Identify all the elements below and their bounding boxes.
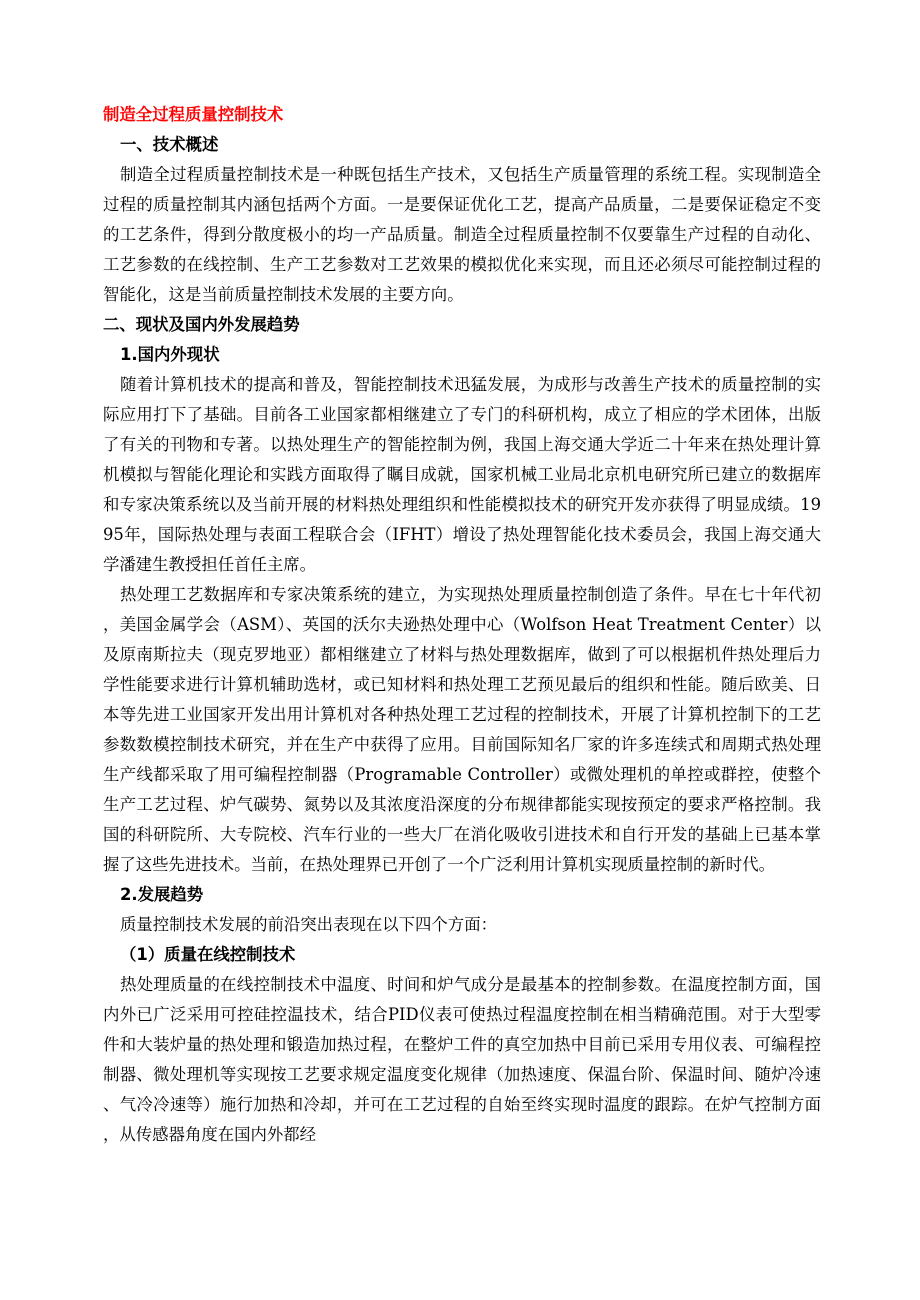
section-heading-overview: 一、技术概述: [120, 135, 219, 154]
paragraph-status-2: 热处理工艺数据库和专家决策系统的建立，为实现热处理质量控制创造了条件。早在七十年代初，美国金属学会（ASM）、英国的沃尔夫逊热处理中心（Wolfson Heat Treatment Center）以及原南斯拉夫（现克罗地亚）都相继建立了材料与热处理数据库，做到了可以根据机件热处理后力学性能要求进行计算机辅助选材，或已知材料和热处理工艺预见最后的组织和性能。随后欧美、日本等先进工业国家开发出用计算机对各种热处理工艺过程的控制技术，开展了计算机控制下的工艺参数数模控制技术研究，并在生产中获得了应用。目前国际知名厂家的许多连续式和周期式热处理生产线都采取了用可编程控制器（Programable Controller）或微处理机的单控或群控，使整个生产工艺过程、炉气碳势、氮势以及其浓度沿深度的分布规律都能实现按预定的要求严格控制。我国的科研院所、大专院校、汽车行业的一些大厂在消化吸收引进技术和自行开发的基础上已基本掌握了这些先进技术。当前，在热处理界已开创了一个广泛利用计算机实现质量控制的新时代。: [103, 585, 821, 874]
subsection-heading-status: 1.国内外现状: [120, 345, 220, 364]
document-page: [103, 100, 821, 1150]
paragraph-status-1: 随着计算机技术的提高和普及，智能控制技术迅猛发展，为成形与改善生产技术的质量控制的实际应用打下了基础。目前各工业国家都相继建立了专门的科研机构，成立了相应的学术团体，出版了有关的刊物和专著。以热处理生产的智能控制为例，我国上海交通大学近二十年来在热处理计算机模拟与智能化理论和实践方面取得了瞩目成就，国家机械工业局北京机电研究所已建立的数据库和专家决策系统以及当前开展的材料热处理组织和性能模拟技术的研究开发亦获得了明显成绩。1995年，国际热处理与表面工程联合会（IFHT）增设了热处理智能化技术委员会，我国上海交通大学潘建生教授担任首任主席。: [103, 375, 821, 574]
section-heading-status-trends: 二、现状及国内外发展趋势: [103, 315, 300, 334]
item-heading-online-control: （1）质量在线控制技术: [120, 945, 296, 964]
paragraph-online-control: 热处理质量的在线控制技术中温度、时间和炉气成分是最基本的控制参数。在温度控制方面，国内外已广泛采用可控硅控温技术，结合PID仪表可使热过程温度控制在相当精确范围。对于大型零件和大装炉量的热处理和锻造加热过程，在整炉工件的真空加热中目前已采用专用仪表、可编程控制器、微处理机等实现按工艺要求规定温度变化规律（加热速度、保温台阶、保温时间、随炉冷速、气冷冷速等）施行加热和冷却，并可在工艺过程的自始至终实现时温度的跟踪。在炉气控制方面，从传感器角度在国内外都经: [103, 975, 821, 1144]
paragraph-trends-intro: 质量控制技术发展的前沿突出表现在以下四个方面：: [120, 915, 497, 934]
subsection-heading-trends: 2.发展趋势: [120, 885, 204, 904]
document-title: 制造全过程质量控制技术: [103, 105, 284, 124]
paragraph-overview: 制造全过程质量控制技术是一种既包括生产技术，又包括生产质量管理的系统工程。实现制造全过程的质量控制其内涵包括两个方面。一是要保证优化工艺，提高产品质量，二是要保证稳定不变的工艺条件，得到分散度极小的均一产品质量。制造全过程质量控制不仅要靠生产过程的自动化、工艺参数的在线控制、生产工艺参数对工艺效果的模拟优化来实现，而且还必须尽可能控制过程的智能化，这是当前质量控制技术发展的主要方向。: [103, 165, 821, 304]
